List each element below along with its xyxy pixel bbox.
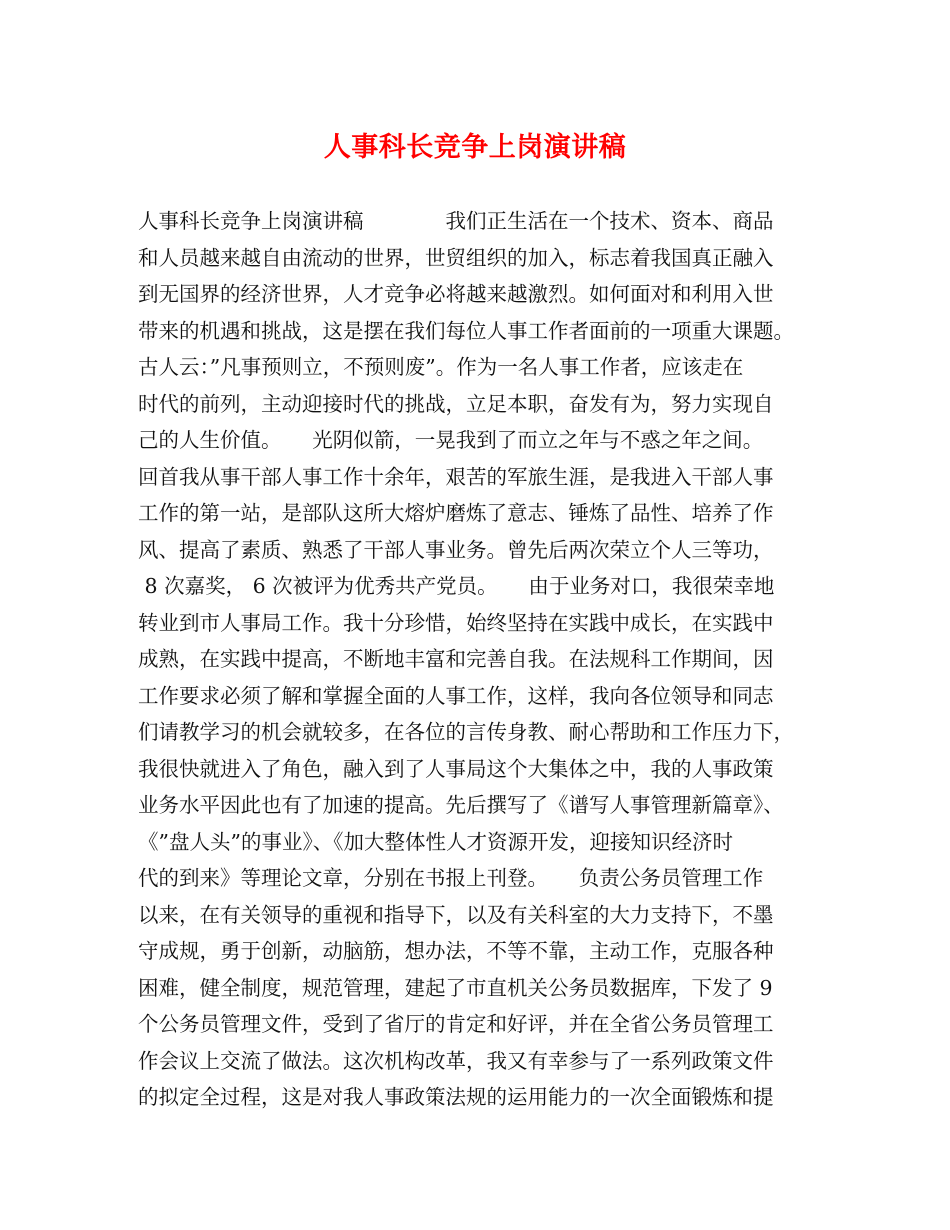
body-line: 代的到来》等理论文章，分别在书报上刊登。 负责公务员管理工作 bbox=[138, 866, 764, 890]
body-line: 转业到市人事局工作。我十分珍惜，始终坚持在实践中成长，在实践中 bbox=[138, 610, 774, 635]
body-line: 守成规，勇于创新，动脑筋，想办法，不等不靠，主动工作，克服各种 bbox=[138, 939, 774, 963]
body-line: 回首我从事干部人事工作十余年，艰苦的军旅生涯，是我进入干部人事 bbox=[138, 464, 774, 489]
body-line: 8 次嘉奖， 6 次被评为优秀共产党员。 由于业务对口，我很荣幸地 bbox=[138, 574, 775, 598]
body-line: 以来，在有关领导的重视和指导下，以及有关科室的大力支持下，不墨 bbox=[138, 902, 774, 927]
body-line: 和人员越来越自由流动的世界，世贸组织的加入，标志着我国真正融入 bbox=[138, 245, 774, 270]
body-line: 成熟，在实践中提高，不断地丰富和完善自我。在法规科工作期间，因 bbox=[138, 647, 774, 671]
body-line: 们请教学习的机会就较多，在各位的言传身教、耐心帮助和工作压力下， bbox=[138, 720, 794, 744]
body-line: 作会议上交流了做法。这次机构改革，我又有幸参与了一系列政策文件 bbox=[138, 1048, 774, 1073]
body-line: 工作要求必须了解和掌握全面的人事工作，这样，我向各位领导和同志 bbox=[138, 683, 774, 708]
body-line: 工作的第一站，是部队这所大熔炉磨炼了意志、锤炼了品性、培养了作 bbox=[138, 501, 774, 525]
body-line: 业务水平因此也有了加速的提高。先后撰写了《谱写人事管理新篇章》、 bbox=[138, 793, 784, 817]
body-line: 的拟定全过程，这是对我人事政策法规的运用能力的一次全面锻炼和提 bbox=[138, 1085, 774, 1109]
body-line: 我很快就进入了角色，融入到了人事局这个大集体之中，我的人事政策 bbox=[138, 756, 774, 781]
document-title: 人事科长竞争上岗演讲稿 bbox=[323, 132, 627, 163]
body-line: 古人云：”凡事预则立，不预则废”。作为一名人事工作者，应该走在 bbox=[138, 355, 744, 379]
body-line: 《”盘人头”的事业》、《加大整体性人才资源开发，迎接知识经济时 bbox=[138, 829, 733, 854]
body-line: 时代的前列，主动迎接时代的挑战，立足本职，奋发有为，努力实现自 bbox=[138, 391, 774, 416]
document-body bbox=[138, 203, 828, 1116]
body-line: 个公务员管理文件，受到了省厅的肯定和好评，并在全省公务员管理工 bbox=[138, 1012, 774, 1036]
body-line: 己的人生价值。 光阴似箭，一晃我到了而立之年与不惑之年之间。 bbox=[138, 428, 764, 452]
body-line: 困难，健全制度，规范管理，建起了市直机关公务员数据库，下发了 9 bbox=[138, 975, 773, 1000]
body-line: 带来的机遇和挑战，这是摆在我们每位人事工作者面前的一项重大课题。 bbox=[138, 318, 794, 343]
body-line: 人事科长竞争上岗演讲稿 我们正生活在一个技术、资本、商品 bbox=[138, 209, 774, 233]
body-line: 到无国界的经济世界，人才竞争必将越来越激烈。如何面对和利用入世 bbox=[138, 282, 774, 306]
body-line: 风、提高了素质、熟悉了干部人事业务。曾先后两次荣立个人三等功， bbox=[138, 537, 774, 562]
